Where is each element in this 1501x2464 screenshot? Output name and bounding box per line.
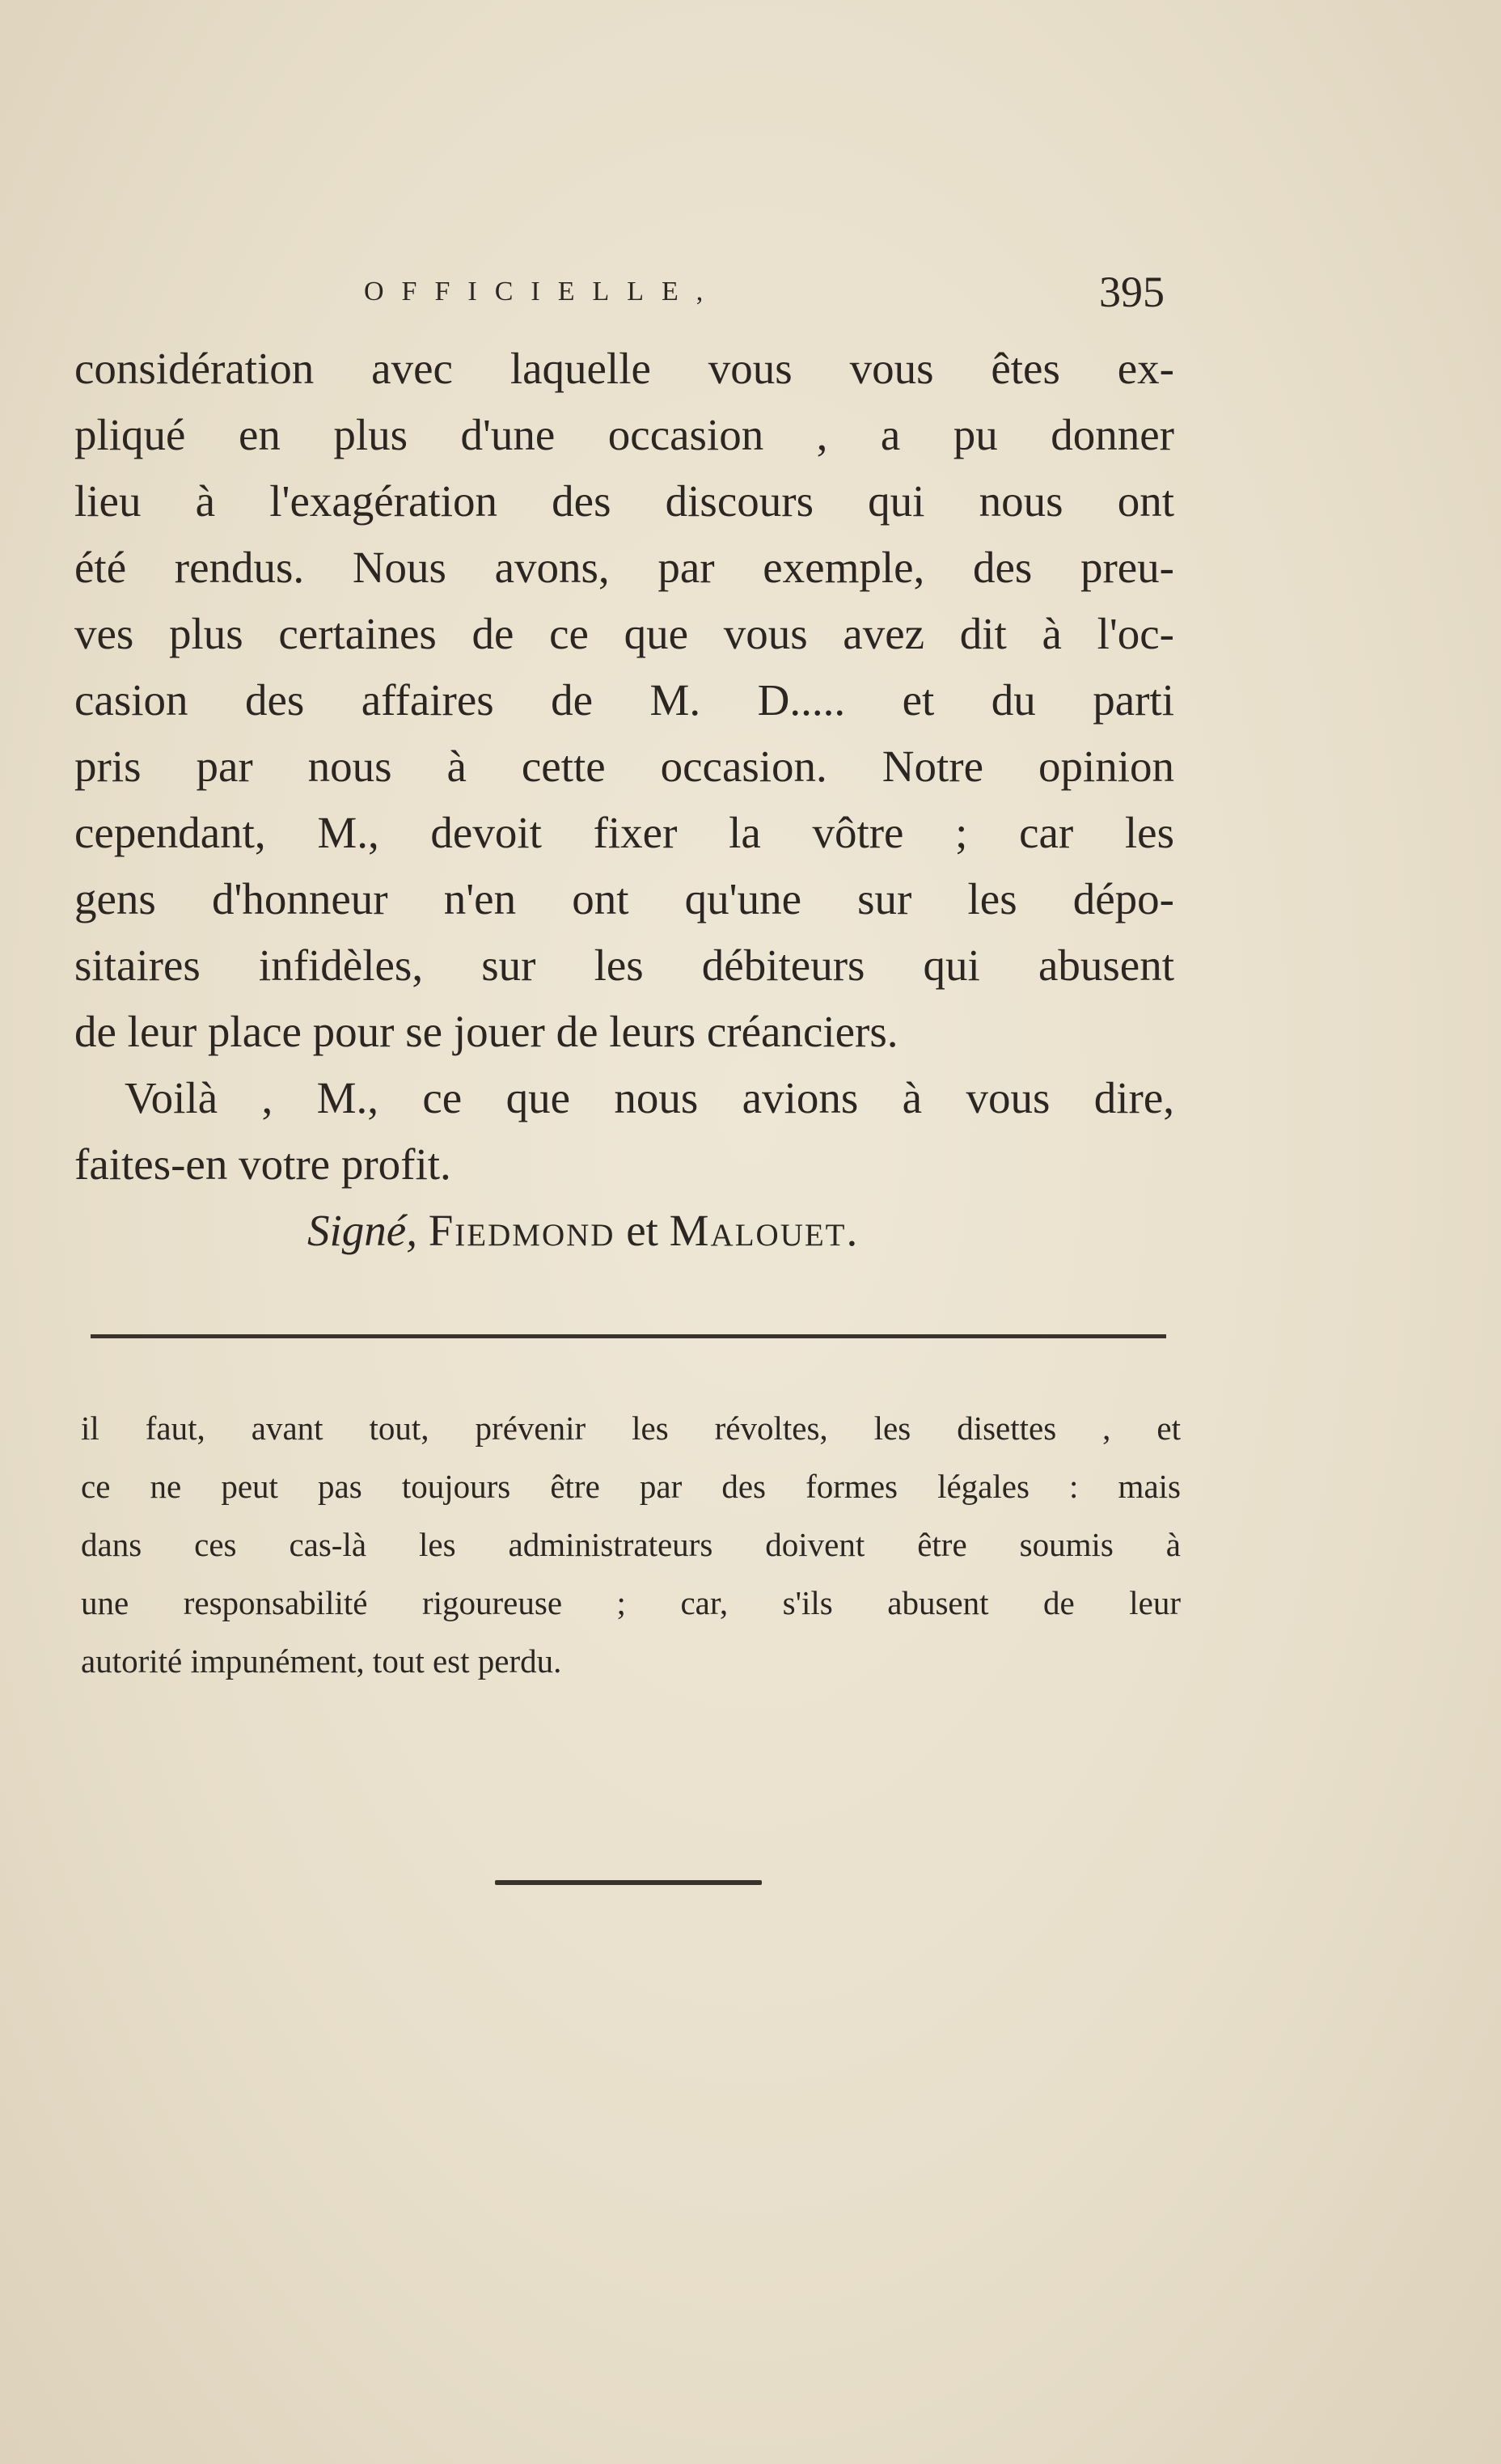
text-line: Voilà , M., ce que nous avions à vous dire, bbox=[125, 1073, 1174, 1122]
footnote-line: autorité impunément, tout est perdu. bbox=[81, 1642, 562, 1680]
signature-conjunction: et bbox=[626, 1206, 658, 1255]
footnote-divider bbox=[91, 1334, 1166, 1338]
text-line: pliqué en plus d'une occasion , a pu donner bbox=[74, 410, 1174, 459]
text-line: casion des affaires de M. D..... et du parti bbox=[74, 675, 1174, 725]
signatory-name: Fiedmond bbox=[428, 1206, 615, 1255]
text-line: pris par nous à cette occasion. Notre opinion bbox=[74, 742, 1174, 791]
end-ornament-rule bbox=[495, 1880, 762, 1885]
footnote-line: il faut, avant tout, prévenir les révoltes, les disettes , et bbox=[81, 1410, 1181, 1447]
text-line: faites-en votre profit. bbox=[74, 1139, 451, 1189]
text-line: gens d'honneur n'en ont qu'une sur les dépo- bbox=[74, 874, 1174, 923]
footnote-line: ce ne peut pas toujours être par des formes légales : mais bbox=[81, 1468, 1181, 1505]
page-header bbox=[364, 267, 1165, 332]
text-line: été rendus. Nous avons, par exemple, des preu- bbox=[74, 543, 1174, 592]
text-line: cependant, M., devoit fixer la vôtre ; car les bbox=[74, 808, 1174, 857]
footnote bbox=[81, 1399, 1181, 1690]
footnote-line: une responsabilité rigoureuse ; car, s'ils abusent de leur bbox=[81, 1584, 1181, 1621]
text-line: ves plus certaines de ce que vous avez dit à l'oc- bbox=[74, 609, 1174, 658]
running-head: OFFICIELLE, bbox=[364, 277, 721, 306]
text-line: lieu à l'exagération des discours qui nous ont bbox=[74, 476, 1174, 526]
signatory-name: Malouet. bbox=[669, 1206, 860, 1255]
signature bbox=[307, 1205, 859, 1256]
footnote-line: dans ces cas-là les administrateurs doivent être soumis à bbox=[81, 1526, 1181, 1563]
text-line: de leur place pour se jouer de leurs créanciers. bbox=[74, 1007, 898, 1056]
text-line: sitaires infidèles, sur les débiteurs qui abusent bbox=[74, 940, 1174, 990]
text-line: considération avec laquelle vous vous êtes ex- bbox=[74, 344, 1174, 393]
page-number: 395 bbox=[1099, 268, 1165, 316]
signature-signe: Signé, bbox=[307, 1206, 417, 1255]
main-text bbox=[74, 336, 1174, 1198]
